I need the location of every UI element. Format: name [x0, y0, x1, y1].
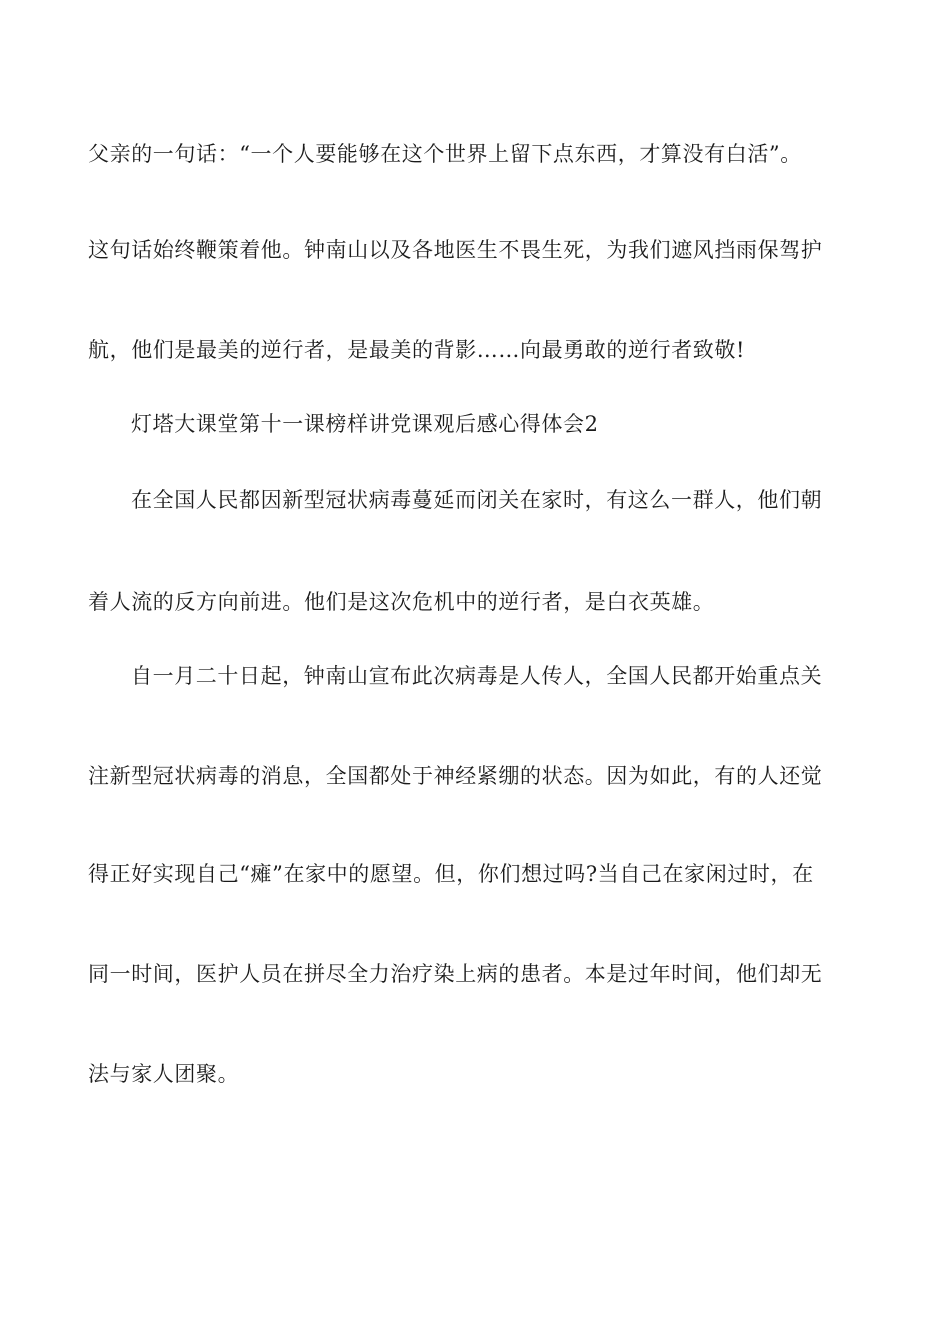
text-line: 父亲的一句话：“一个人要能够在这个世界上留下点东西，才算没有白活”。: [88, 142, 802, 166]
text-line: 法与家人团聚。: [88, 1062, 240, 1086]
text-line: 同一时间，医护人员在拼尽全力治疗染上病的患者。本是过年时间，他们却无: [88, 962, 823, 986]
section-heading: 灯塔大课堂第十一课榜样讲党课观后感心得体会2: [131, 412, 599, 436]
text-line: 这句话始终鞭策着他。钟南山以及各地医生不畏生死，为我们遮风挡雨保驾护: [88, 238, 823, 262]
text-line: 得正好实现自己“瘫”在家中的愿望。但，你们想过吗?当自己在家闲过时，在: [88, 862, 814, 886]
text-line: 自一月二十日起，钟南山宣布此次病毒是人传人，全国人民都开始重点关: [131, 664, 823, 688]
text-line: 着人流的反方向前进。他们是这次危机中的逆行者，是白衣英雄。: [88, 590, 715, 614]
text-line: 在全国人民都因新型冠状病毒蔓延而闭关在家时，有这么一群人，他们朝: [131, 488, 823, 512]
text-line: 注新型冠状病毒的消息，全国都处于神经紧绷的状态。因为如此，有的人还觉: [88, 764, 823, 788]
text-line: 航，他们是最美的逆行者，是最美的背影……向最勇敢的逆行者致敬!: [88, 338, 746, 362]
